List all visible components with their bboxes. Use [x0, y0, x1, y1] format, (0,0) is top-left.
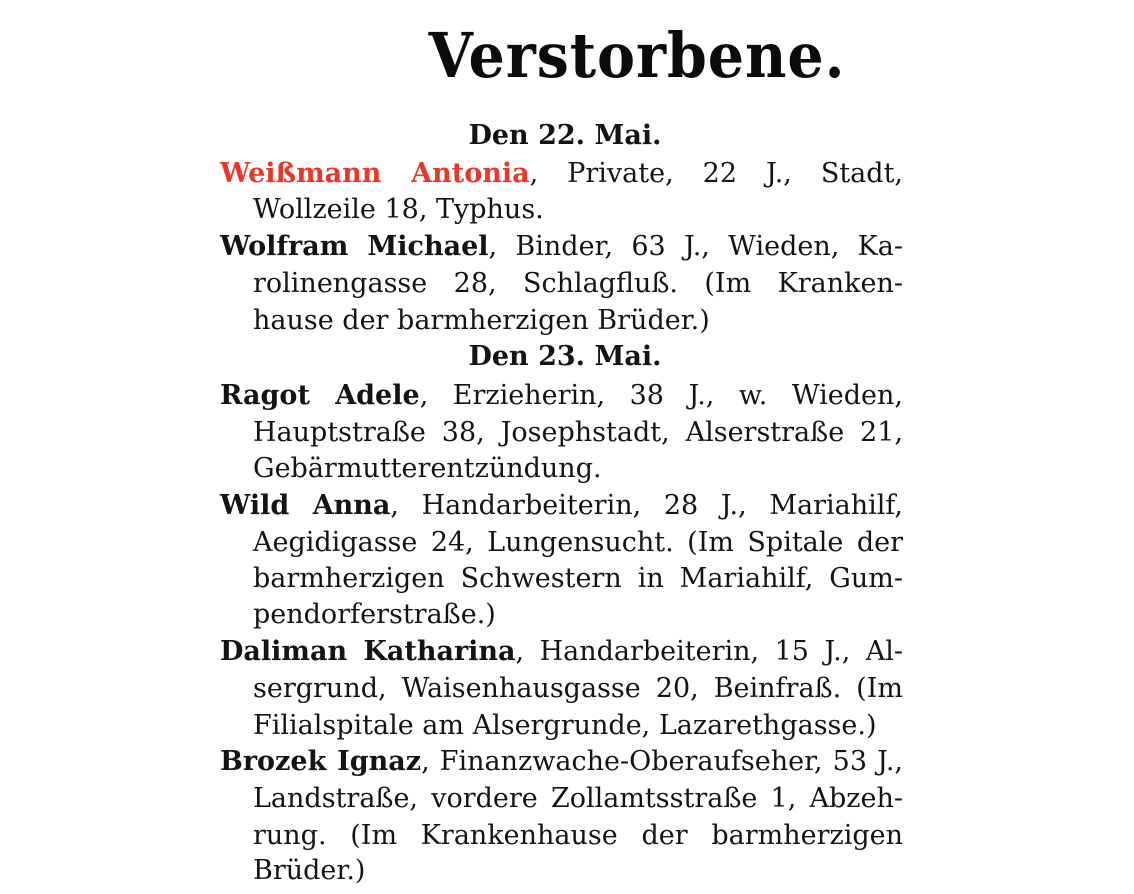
- entry-line: hause der barmherzigen Brüder.): [253, 305, 710, 336]
- date-heading: Den 23. Mai.: [468, 341, 662, 372]
- entry-line: sergrund, Waisenhausgasse 20, Beinfraß. (Im: [253, 673, 903, 704]
- entry-text: , Handarbeiterin, 15 J., Al-: [515, 636, 903, 667]
- entry-name: Ragot Adele: [220, 380, 420, 411]
- entry-text: , Binder, 63 J., Wieden, Ka-: [488, 231, 903, 262]
- entry-line: pendorferstraße.): [253, 599, 496, 630]
- entry-line: [220, 156, 903, 192]
- entry-line: barmherzigen Schwestern in Mariahilf, Gum-: [253, 563, 903, 594]
- entry-line: Brüder.): [253, 855, 366, 886]
- entry-name: Brozek Ignaz: [220, 746, 422, 777]
- entry-text: , Private, 22 J., Stadt,: [529, 158, 903, 189]
- entry-line: Filialspitale am Alsergrunde, Lazarethgasse.): [253, 710, 877, 741]
- entry-name: Wolfram Michael: [220, 231, 489, 262]
- entry-name: Weißmann Antonia: [220, 158, 530, 189]
- entry-line: [220, 634, 903, 670]
- date-heading: Den 22. Mai.: [468, 120, 662, 151]
- entry-text: , Erzieherin, 38 J., w. Wieden,: [419, 380, 903, 411]
- entry-text: , Finanzwache-Oberaufseher, 53 J.,: [421, 746, 903, 777]
- entry-text: , Handarbeiterin, 28 J., Mariahilf,: [390, 490, 903, 521]
- entry-line: rolinengasse 28, Schlagfluß. (Im Kranken-: [253, 268, 903, 299]
- entry-line: [220, 744, 903, 780]
- obituary-column: [215, 0, 915, 894]
- entry-name: Wild Anna: [220, 490, 391, 521]
- entry-line: Wollzeile 18, Typhus.: [253, 194, 544, 225]
- entry-line: Hauptstraße 38, Josephstadt, Alserstraße 21,: [253, 417, 903, 448]
- entry-line: [220, 378, 903, 414]
- entry-line: rung. (Im Krankenhause der barmherzigen: [253, 820, 903, 851]
- page-title: Verstorbene.: [428, 19, 846, 92]
- entry-line: Landstraße, vordere Zollamtsstraße 1, Abzeh-: [253, 783, 903, 814]
- entry-line: Aegidigasse 24, Lungensucht. (Im Spitale der: [253, 527, 903, 558]
- entry-name: Daliman Katharina: [220, 636, 516, 667]
- entry-line: Gebärmutterentzündung.: [253, 453, 602, 484]
- entry-line: [220, 229, 903, 265]
- entry-line: [220, 488, 903, 524]
